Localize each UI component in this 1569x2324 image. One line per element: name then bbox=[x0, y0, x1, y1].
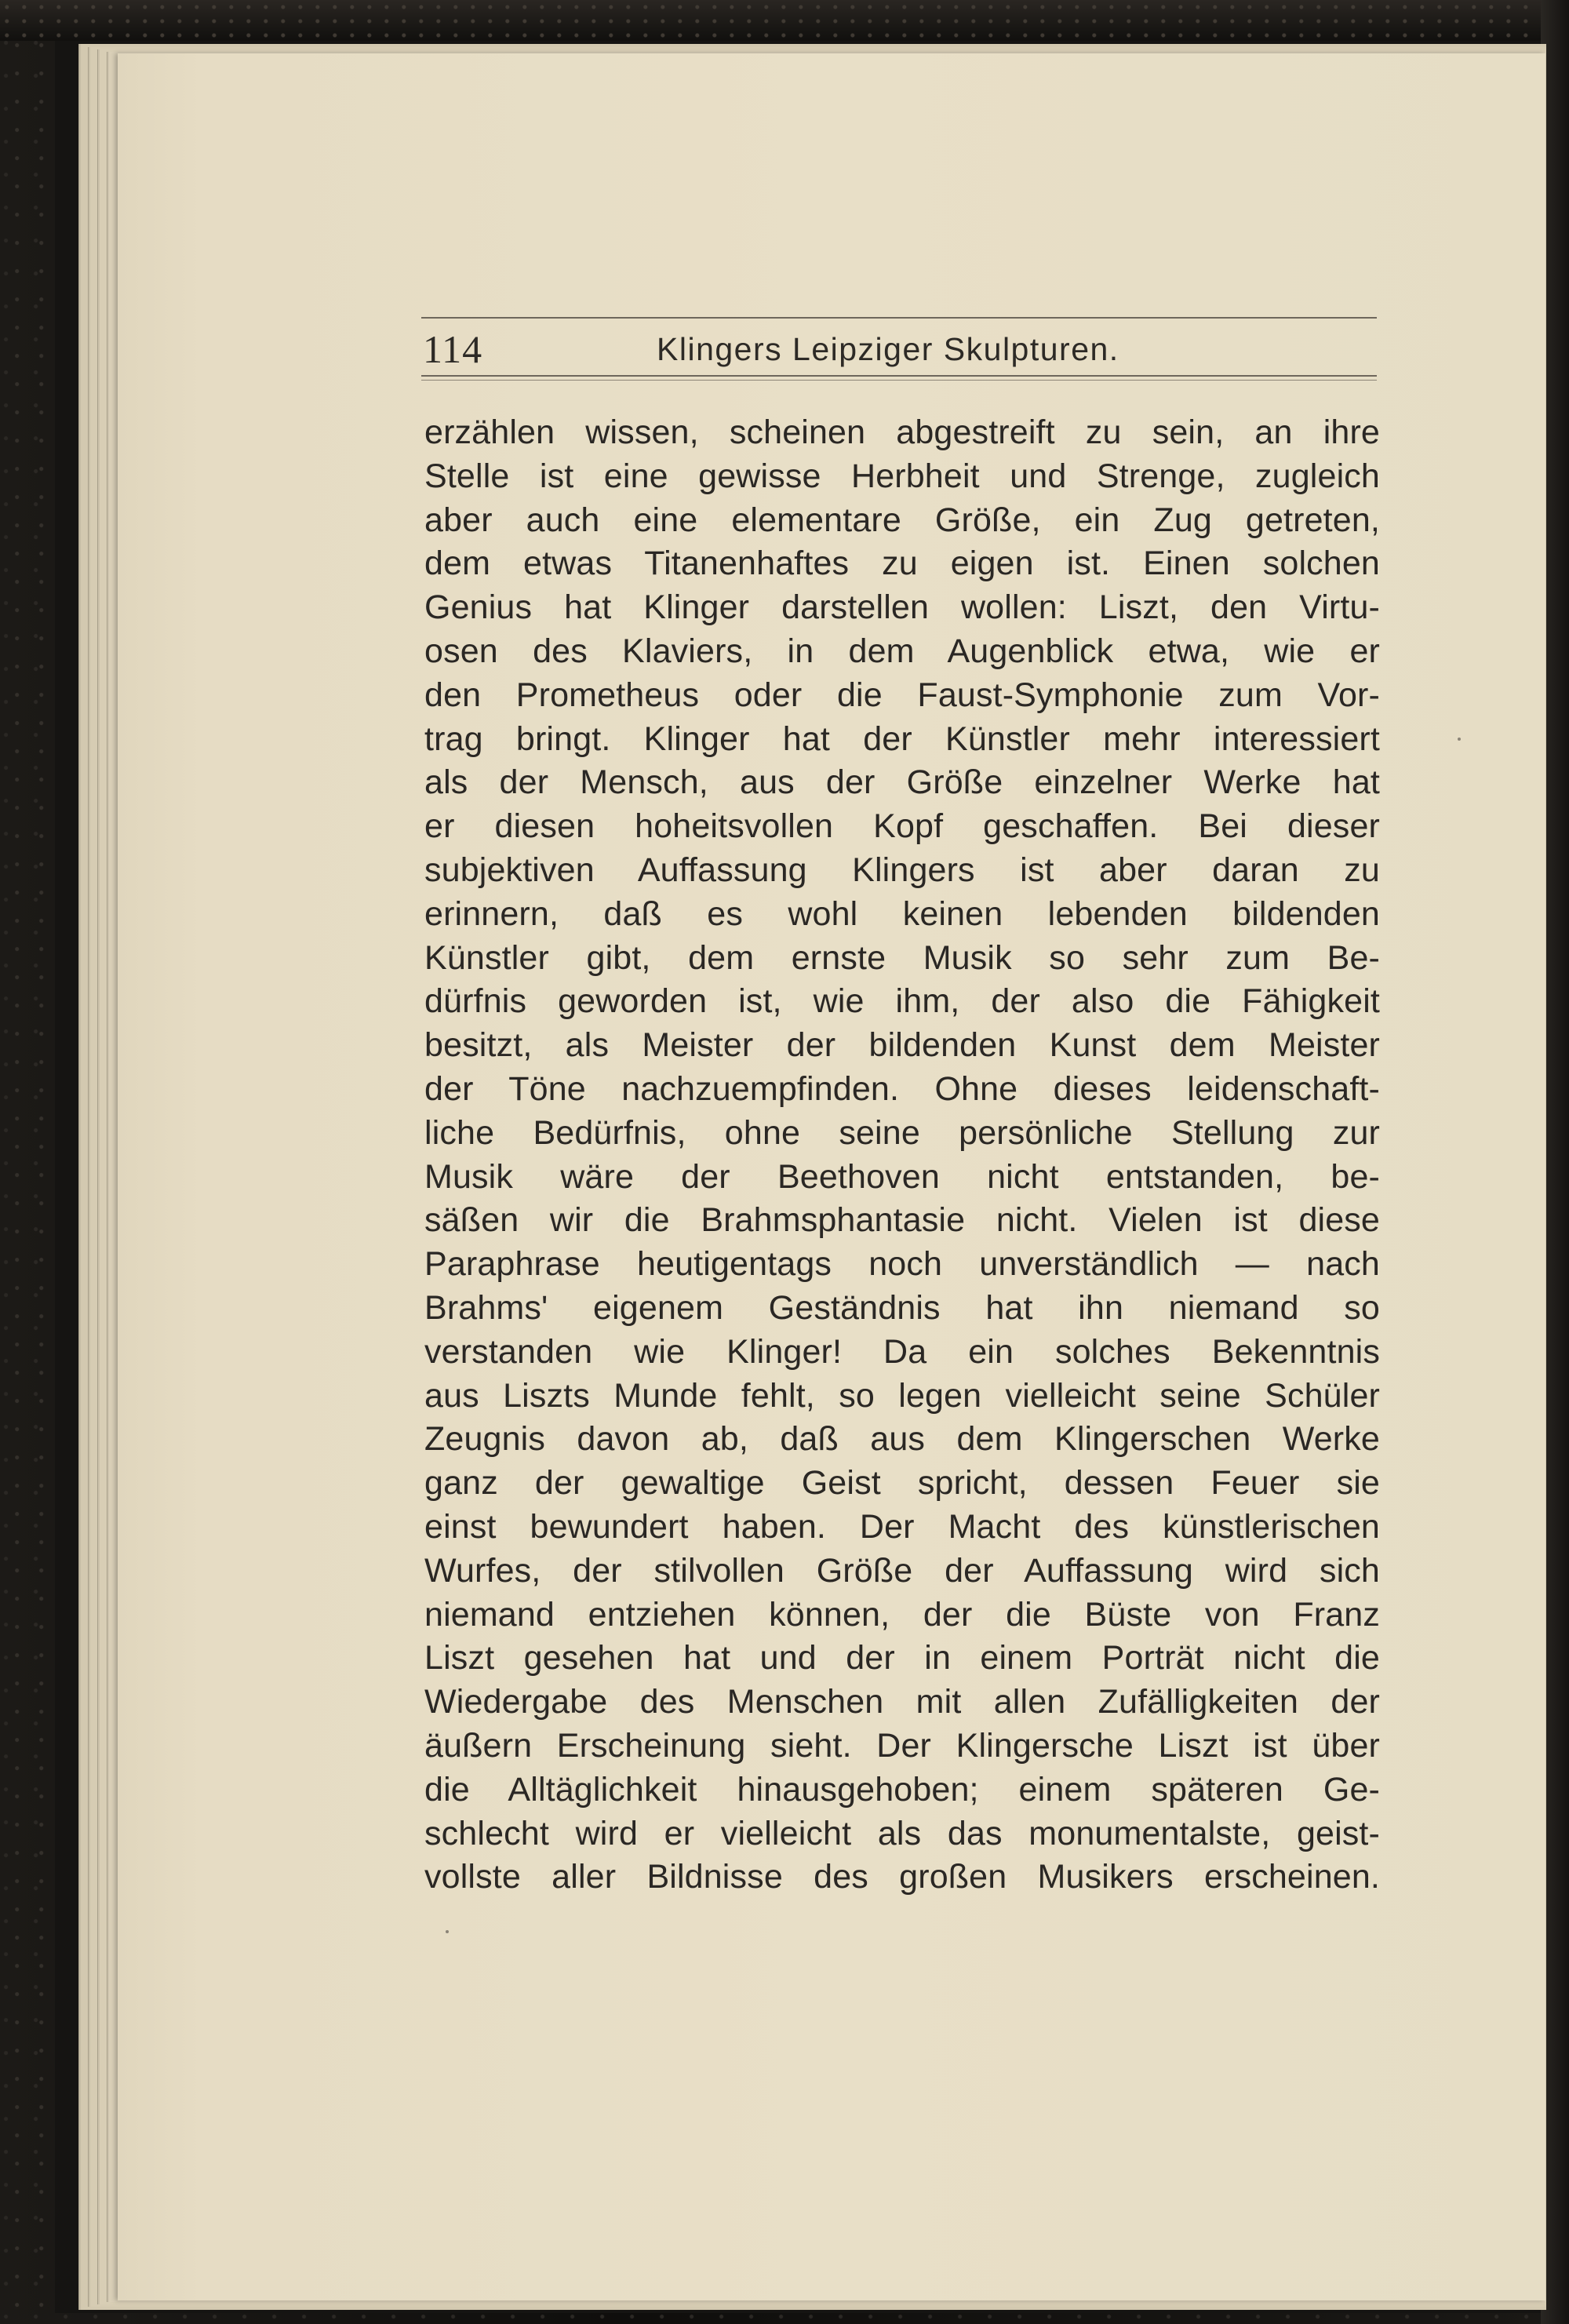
text-line: säßen wir die Brahmsphantasie nicht. Vielen ist diese bbox=[424, 1201, 1380, 1240]
text-line: Wurfes, der stilvollen Größe der Auffassung wird sich bbox=[424, 1551, 1380, 1590]
text-line: schlecht wird er vielleicht als das monumentalste, geist- bbox=[424, 1814, 1380, 1852]
text-line: erzählen wissen, scheinen abgestreift zu sein, an ihre bbox=[424, 413, 1380, 451]
text-line: subjektiven Auffassung Klingers ist aber daran zu bbox=[424, 851, 1380, 889]
text-line: dürfnis geworden ist, wie ihm, der also die Fähigkeit bbox=[424, 982, 1380, 1021]
text-line: vollste aller Bildnisse des großen Musikers erscheinen. bbox=[424, 1858, 1380, 1896]
text-line: liche Bedürfnis, ohne seine persönliche Stellung zur bbox=[424, 1113, 1380, 1152]
text-line: Liszt gesehen hat und der in einem Porträt nicht die bbox=[424, 1639, 1380, 1677]
text-line: erinnern, daß es wohl keinen lebenden bildenden bbox=[424, 894, 1380, 933]
text-line: aber auch eine elementare Größe, ein Zug getreten, bbox=[424, 501, 1380, 539]
text-line: die Alltäglichkeit hinausgehoben; einem späteren Ge- bbox=[424, 1770, 1380, 1809]
text-line: den Prometheus oder die Faust-Symphonie zum Vor- bbox=[424, 676, 1380, 714]
text-line: einst bewundert haben. Der Macht des künstlerischen bbox=[424, 1507, 1380, 1546]
text-line: osen des Klaviers, in dem Augenblick etwa, wie er bbox=[424, 632, 1380, 670]
text-line: der Töne nachzuempfinden. Ohne dieses leidenschaft- bbox=[424, 1069, 1380, 1108]
text-line: besitzt, als Meister der bildenden Kunst dem Meister bbox=[424, 1026, 1380, 1065]
text-line: er diesen hoheitsvollen Kopf geschaffen. Bei dieser bbox=[424, 807, 1380, 846]
text-line: Wiedergabe des Menschen mit allen Zufälligkeiten der bbox=[424, 1683, 1380, 1721]
body-text bbox=[424, 411, 1380, 1900]
page-number: 114 bbox=[423, 327, 483, 371]
text-line: als der Mensch, aus der Größe einzelner Werke hat bbox=[424, 763, 1380, 802]
page-header bbox=[421, 311, 1377, 386]
text-line: trag bringt. Klinger hat der Künstler mehr interessiert bbox=[424, 719, 1380, 758]
header-rule-bottom bbox=[421, 375, 1377, 381]
text-line: aus Liszts Munde fehlt, so legen vielleicht seine Schüler bbox=[424, 1376, 1380, 1415]
paper-speck bbox=[446, 1930, 449, 1933]
text-line: Brahms' eigenem Geständnis hat ihn niemand so bbox=[424, 1288, 1380, 1327]
text-line: äußern Erscheinung sieht. Der Klingersche Liszt ist über bbox=[424, 1726, 1380, 1765]
text-line: Künstler gibt, dem ernste Musik so sehr zum Be- bbox=[424, 938, 1380, 977]
text-line: niemand entziehen können, der die Büste von Franz bbox=[424, 1595, 1380, 1634]
text-line: Stelle ist eine gewisse Herbheit und Strenge, zugleich bbox=[424, 457, 1380, 495]
text-line: Musik wäre der Beethoven nicht entstanden, be- bbox=[424, 1157, 1380, 1196]
text-line: verstanden wie Klinger! Da ein solches Bekenntnis bbox=[424, 1332, 1380, 1371]
book-cover-top-edge bbox=[0, 0, 1569, 41]
text-line: Zeugnis davon ab, daß aus dem Klingerschen Werke bbox=[424, 1420, 1380, 1459]
text-line: Paraphrase heutigentags noch unverständlich — nach bbox=[424, 1245, 1380, 1284]
text-line: ganz der gewaltige Geist spricht, dessen Feuer sie bbox=[424, 1464, 1380, 1503]
header-rule-top bbox=[421, 317, 1377, 319]
paper-speck bbox=[1458, 738, 1461, 741]
text-line: Genius hat Klinger darstellen wollen: Liszt, den Virtu- bbox=[424, 588, 1380, 627]
running-title: Klingers Leipziger Skulpturen. bbox=[657, 331, 1119, 367]
text-line: dem etwas Titanenhaftes zu eigen ist. Einen solchen bbox=[424, 545, 1380, 583]
